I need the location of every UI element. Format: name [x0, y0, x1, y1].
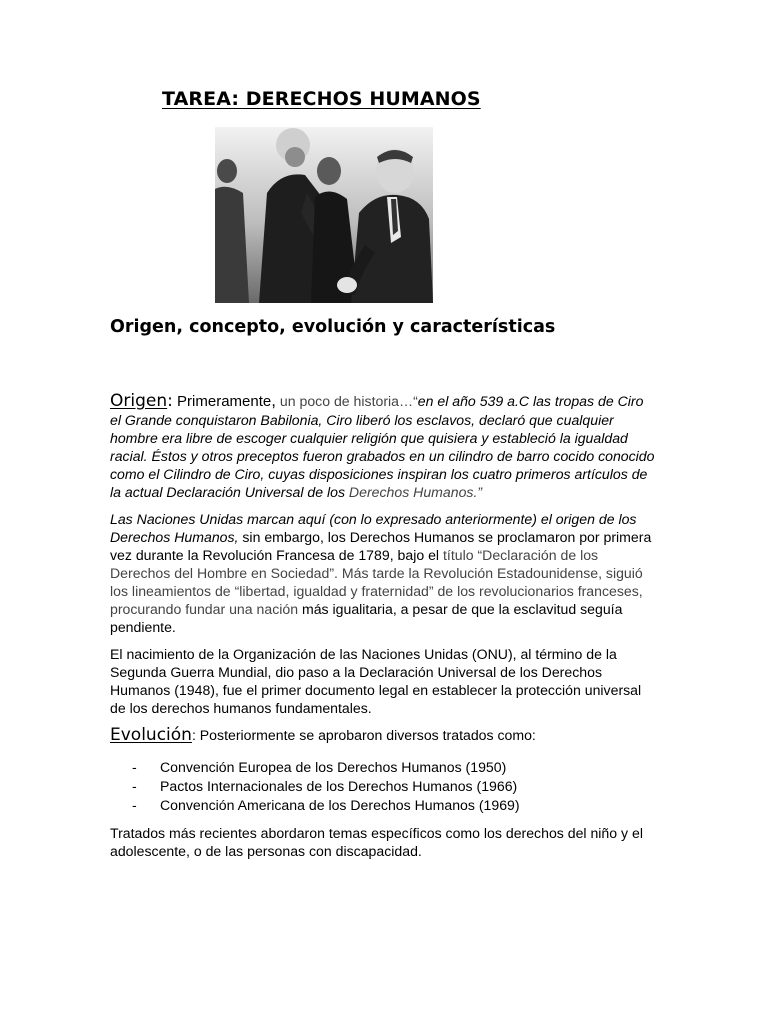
origen-lead-2: un poco de historia…“ [275, 393, 418, 409]
origen-colon: : [167, 391, 173, 411]
page-title: TAREA: DERECHOS HUMANOS [162, 88, 481, 110]
origen-lead-1: Primeramente [172, 393, 272, 410]
evolucion-label: Evolución [110, 725, 192, 745]
paragraph-2-italic: Las Naciones Unidas marcan aquí (con lo expresado anteriormente) el origen de los Derechos Humanos, [110, 511, 637, 545]
origen-paragraph [110, 392, 658, 501]
naciones-unidas-paragraph [110, 510, 658, 636]
document-body [110, 392, 658, 869]
section-subtitle: Origen, concepto, evolución y características [110, 317, 556, 337]
handshake-photo-illustration [215, 127, 433, 303]
evolucion-text: : Posteriormente se aprobaron diversos tratados como: [191, 727, 536, 743]
origen-quote-end: Derechos Humanos.” [345, 484, 483, 500]
paragraph-2-text-2: título “Declaración de los Derechos del Hombre en Sociedad”. Más tarde la Revolución Estadounidense, siguió los lineamientos de “libertad, igualdad y fraternidad” de los revolucionarios franceses, procurando fundar una nación [110, 547, 643, 617]
evolucion-paragraph [110, 726, 658, 744]
origen-label: Origen [110, 391, 168, 411]
list-item: - Convención Americana de los Derechos Humanos (1969) [110, 796, 658, 815]
onu-paragraph: El nacimiento de la Organización de las Naciones Unidas (ONU), al término de la Segunda Guerra Mundial, dio paso a la Declaración Universal de los Derechos Humanos (1948), fue el primer documento legal en establecer la protección universal de los derechos humanos fundamentales. [110, 646, 642, 716]
origen-comma: , [271, 391, 276, 410]
list-item: - Pactos Internacionales de los Derechos Humanos (1966) [110, 777, 658, 796]
tratados-list [110, 758, 658, 815]
paragraph-2-text-3: más igualitaria, a pesar de que la esclavitud seguía pendiente. [110, 601, 623, 635]
tratados-recientes-paragraph: Tratados más recientes abordaron temas específicos como los derechos del niño y el adolescente, o de las personas con discapacidad. [110, 825, 643, 859]
origen-quote: en el año 539 a.C las tropas de Ciro el Grande conquistaron Babilonia, Ciro liberó los esclavos, declaró que cualquier hombre era libre de escoger cualquier religión que quisiera y estableció la igualdad racial. Éstos y otros preceptos fueron grabados en un cilindro de barro cocido conocido como el Cilindro de Ciro, cuyas disposiciones inspiran los cuatro primeros artículos de la actual Declaración Universal de los [110, 393, 655, 500]
historical-photo [215, 127, 433, 303]
list-item: - Convención Europea de los Derechos Humanos (1950) [110, 758, 658, 777]
paragraph-2-text-1: sin embargo, los Derechos Humanos se proclamaron por primera vez durante la Revolución Francesa de 1789, bajo el [110, 529, 652, 563]
